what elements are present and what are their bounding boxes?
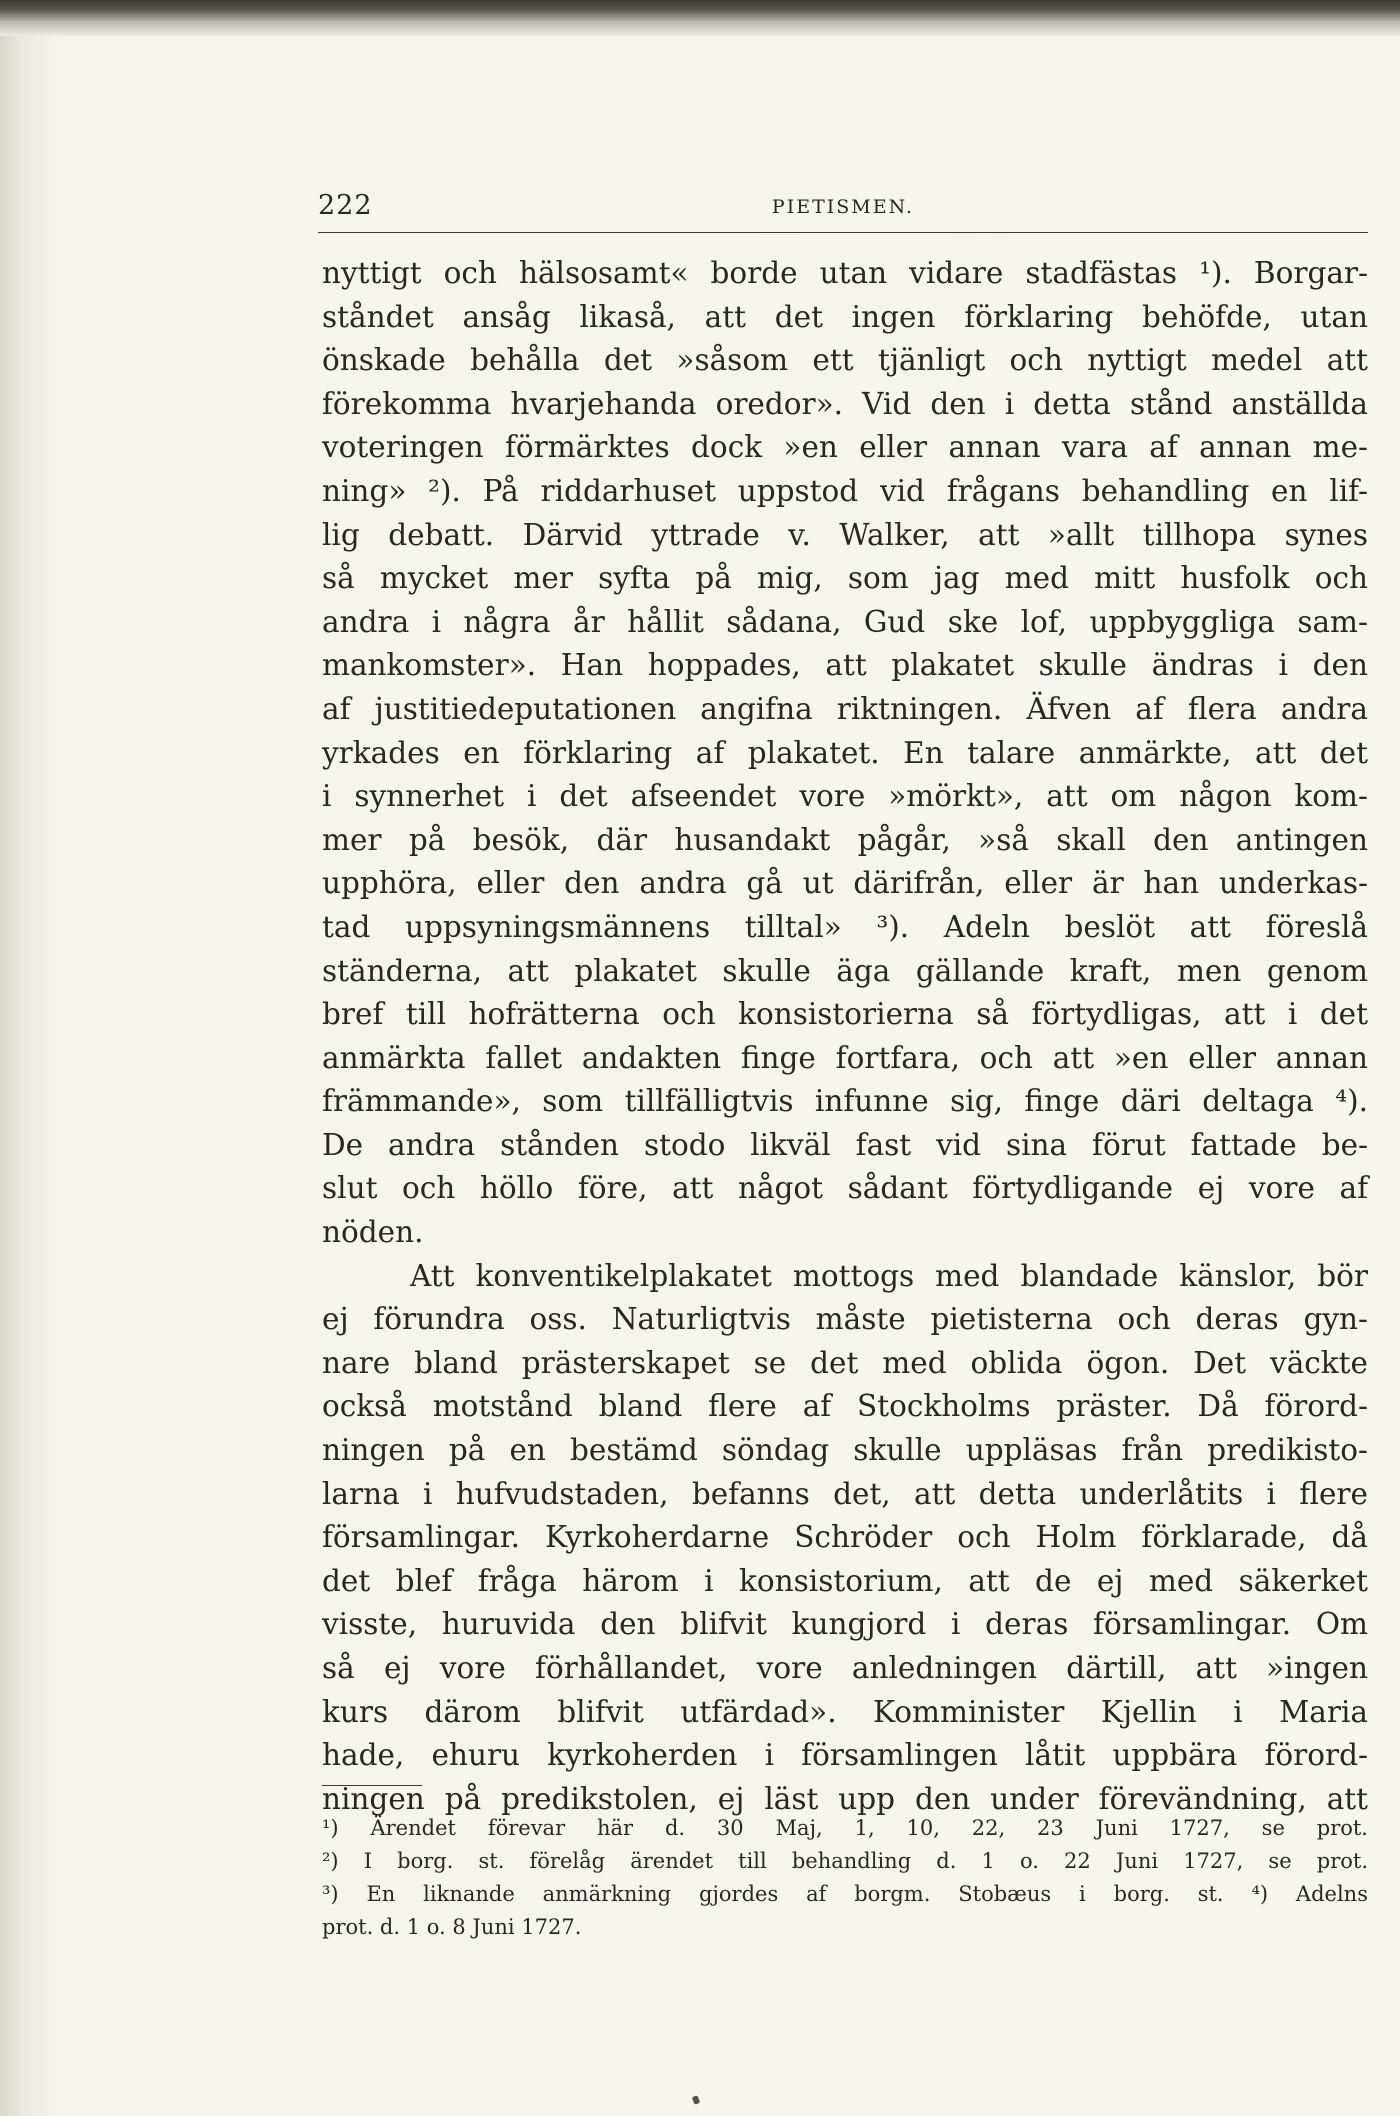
text-line: anmärkta fallet andakten finge fortfara, och att »en eller annan <box>322 1040 1368 1075</box>
text-line: Att konventikelplakatet mottogs med blandade känslor, bör <box>410 1258 1368 1293</box>
footnote-line: ¹) Ärendet förevar här d. 30 Maj, 1, 10, 22, 23 Juni 1727, se prot. <box>322 1816 1368 1840</box>
text-line: nare bland prästerskapet se det med oblida ögon. Det väckte <box>322 1345 1368 1380</box>
text-line: visste, huruvida den blifvit kungjord i deras församlingar. Om <box>322 1607 1368 1642</box>
text-line: tad uppsyningsmännens tilltal» ³). Adeln beslöt att föreslå <box>322 909 1368 944</box>
footnote-rule <box>322 1785 422 1786</box>
footnote-line: ²) I borg. st. förelåg ärendet till behandling d. 1 o. 22 Juni 1727, se prot. <box>322 1849 1368 1873</box>
text-line: hade, ehuru kyrkoherden i församlingen låtit uppbära förord- <box>322 1738 1368 1773</box>
text-line: yrkades en förklaring af plakatet. En talare anmärkte, att det <box>322 735 1368 770</box>
footnote-line: ³) En liknande anmärkning gjordes af borgm. Stobæus i borg. st. ⁴) Adelns <box>322 1882 1368 1906</box>
text-line: af justitiedeputationen angifna riktningen. Äfven af flera andra <box>322 691 1368 726</box>
page-top-edge <box>0 0 1400 36</box>
text-line: bref till hofrätterna och konsistorierna så förtydligas, att i det <box>322 997 1368 1032</box>
text-line: så mycket mer syfta på mig, som jag med mitt husfolk och <box>322 561 1368 596</box>
text-line: det blef fråga härom i konsistorium, att de ej med säkerket <box>322 1563 1368 1598</box>
text-line: kurs därom blifvit utfärdad». Komminister Kjellin i Maria <box>322 1694 1368 1729</box>
text-line: i synnerhet i det afseendet vore »mörkt», att om någon kom- <box>322 779 1368 814</box>
text-line: mer på besök, där husandakt pågår, »så skall den antingen <box>322 822 1368 857</box>
text-line: församlingar. Kyrkoherdarne Schröder och Holm förklarade, då <box>322 1520 1368 1555</box>
text-line: också motstånd bland flere af Stockholms präster. Då förord- <box>322 1389 1368 1424</box>
running-header <box>318 190 1368 233</box>
text-line: voteringen förmärktes dock »en eller annan vara af annan me- <box>322 430 1368 465</box>
page-number: 222 <box>318 190 373 221</box>
footnotes <box>322 1812 1368 1944</box>
text-line: mankomster». Han hoppades, att plakatet skulle ändras i den <box>322 648 1368 683</box>
text-line: slut och höllo före, att något sådant förtydligande ej vore af <box>322 1171 1368 1206</box>
text-line: nyttigt och hälsosamt« borde utan vidare stadfästas ¹). Borgar- <box>322 256 1368 290</box>
text-line: andra i några år hållit sådana, Gud ske lof, uppbyggliga sam- <box>322 604 1368 639</box>
body-text <box>322 252 1368 1821</box>
text-line: larna i hufvudstaden, befanns det, att detta underlåtits i flere <box>322 1476 1368 1511</box>
text-line: ning» ²). På riddarhuset uppstod vid frågans behandling en lif- <box>322 473 1368 508</box>
text-line: ningen på predikstolen, ej läst upp den under förevändning, att <box>322 1781 1368 1816</box>
text-line: så ej vore förhållandet, vore anledningen därtill, att »ingen <box>322 1651 1368 1685</box>
text-line: ståndet ansåg likaså, att det ingen förklaring behöfde, utan <box>322 299 1368 334</box>
text-line: önskade behålla det »såsom ett tjänligt och nyttigt medel att <box>322 343 1368 378</box>
text-line: ningen på en bestämd söndag skulle uppläsas från predikisto- <box>322 1433 1368 1468</box>
footnote-line: prot. d. 1 o. 8 Juni 1727. <box>322 1915 582 1939</box>
text-line: främmande», som tillfälligtvis infunne sig, finge däri deltaga ⁴). <box>322 1084 1368 1119</box>
text-line: ej förundra oss. Naturligtvis måste pietisterna och deras gyn- <box>322 1302 1368 1337</box>
text-line: nöden. <box>322 1215 424 1250</box>
text-line: upphöra, eller den andra gå ut därifrån, eller är han underkas- <box>322 866 1368 901</box>
running-title: PIETISMEN. <box>771 196 915 218</box>
text-line: lig debatt. Därvid yttrade v. Walker, att »allt tillhopa synes <box>322 517 1368 552</box>
text-line: ständerna, att plakatet skulle äga gällande kraft, men genom <box>322 953 1368 988</box>
text-line: förekomma hvarjehanda oredor». Vid den i detta stånd anställda <box>322 386 1368 421</box>
text-line: De andra stånden stodo likväl fast vid sina förut fattade be- <box>322 1127 1368 1162</box>
